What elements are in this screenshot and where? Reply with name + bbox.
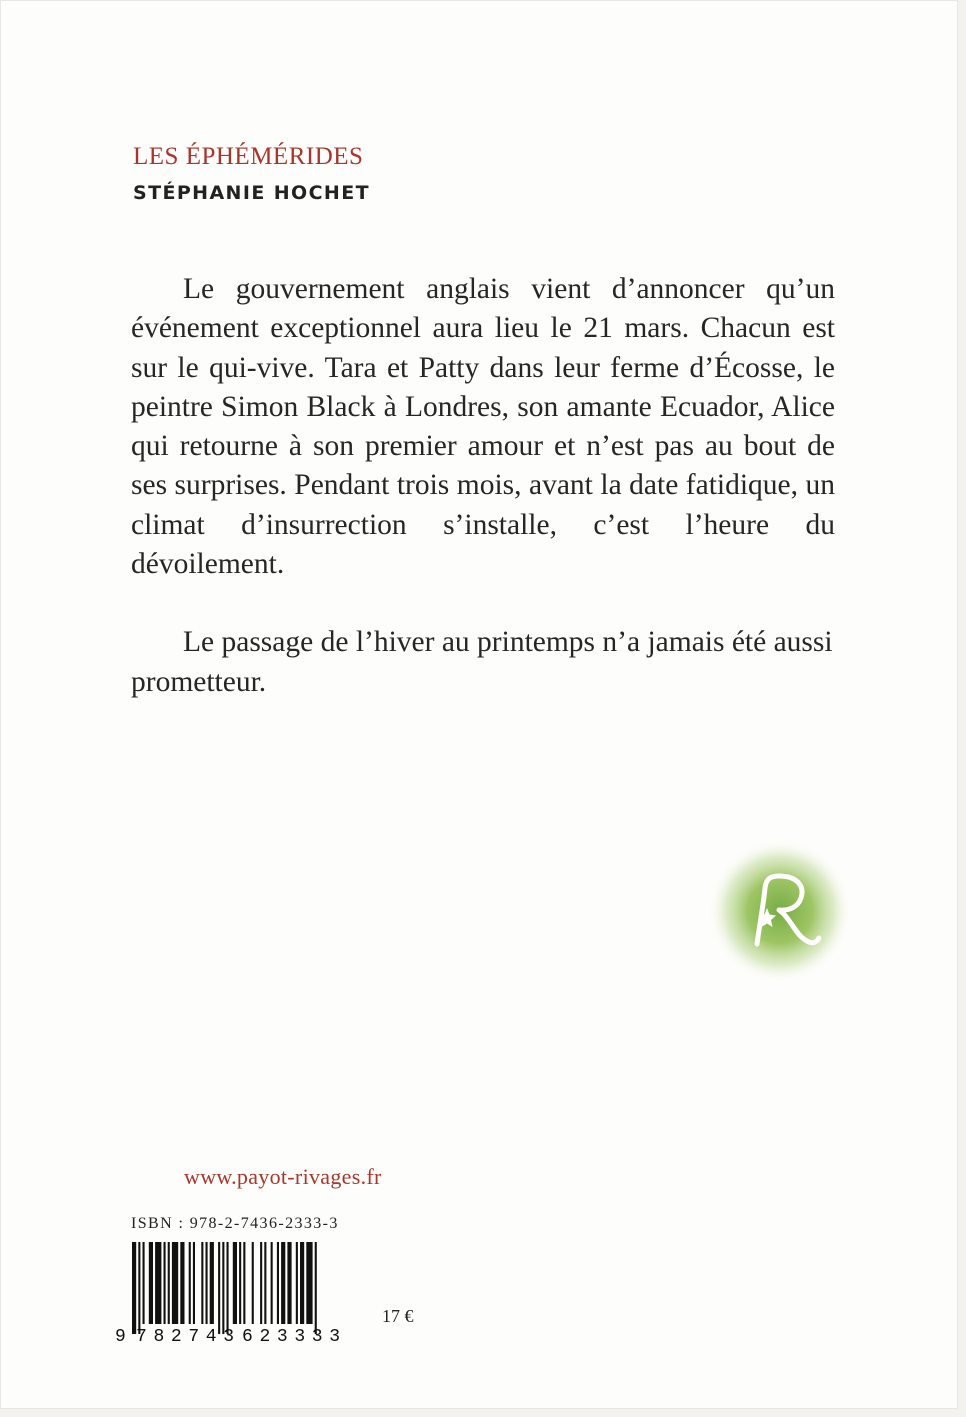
barcode-bar bbox=[138, 1242, 140, 1334]
barcode-left-digits: 782743 bbox=[136, 1327, 234, 1345]
barcode-bar bbox=[189, 1242, 191, 1324]
barcode-bar bbox=[180, 1242, 184, 1324]
blurb-paragraph: Le gouvernement anglais vient d’annoncer qu’un événement exceptionnel aura lieu le 21 mars. Chacun est sur le qui-vive. Tara et Patty dans leur ferme d’Écosse, le peintre Simon Black à Londres, son amante Ecuador, Alice qui retourne à son premier amour et n’est pas au bout de ses surprises. Pendant trois mois, avant la date fatidique, un climat d’insurrection s’installe, c’est l’heure du dévoilement. bbox=[131, 273, 835, 581]
barcode-bar bbox=[168, 1242, 170, 1324]
barcode-bar bbox=[239, 1242, 241, 1324]
barcode-bar bbox=[233, 1242, 237, 1324]
barcode bbox=[110, 1240, 360, 1345]
book-author: STÉPHANIE HOCHET bbox=[133, 182, 370, 204]
barcode-bar bbox=[296, 1242, 298, 1324]
barcode-bar bbox=[201, 1242, 203, 1324]
barcode-bar bbox=[132, 1242, 136, 1334]
barcode-bar bbox=[172, 1242, 178, 1324]
barcode-bar bbox=[143, 1242, 145, 1324]
barcode-bar bbox=[218, 1242, 220, 1334]
barcode-bar bbox=[193, 1242, 195, 1324]
barcode-bar bbox=[281, 1242, 285, 1324]
rivages-r-star-logo bbox=[705, 838, 855, 988]
blurb-paragraph: Le passage de l’hiver au printemps n’a jamais été aussi prometteur. bbox=[131, 626, 833, 698]
barcode-bar bbox=[264, 1242, 266, 1324]
barcode-bar bbox=[149, 1242, 153, 1324]
barcode-bars bbox=[132, 1242, 317, 1334]
barcode-bar bbox=[306, 1242, 312, 1324]
blurb bbox=[131, 270, 835, 702]
barcode-bar bbox=[155, 1242, 161, 1324]
barcode-bar bbox=[227, 1242, 229, 1334]
barcode-bar bbox=[271, 1242, 273, 1324]
barcode-bar bbox=[300, 1242, 304, 1324]
barcode-bar bbox=[222, 1242, 224, 1334]
barcode-right-digits: 623333 bbox=[242, 1327, 340, 1345]
barcode-bar bbox=[252, 1242, 254, 1324]
barcode-bar bbox=[243, 1242, 245, 1324]
barcode-bar bbox=[287, 1242, 291, 1324]
barcode-bar bbox=[206, 1242, 208, 1324]
price: 17 € bbox=[382, 1306, 414, 1326]
publisher-website: www.payot-rivages.fr bbox=[184, 1164, 382, 1189]
barcode-bar bbox=[260, 1242, 262, 1324]
barcode-bar bbox=[277, 1242, 279, 1324]
isbn: ISBN : 978-2-7436-2333-3 bbox=[131, 1215, 339, 1232]
barcode-first-digit: 9 bbox=[115, 1327, 126, 1345]
book-title: LES ÉPHÉMÉRIDES bbox=[133, 143, 364, 170]
barcode-bar bbox=[210, 1242, 214, 1324]
barcode-bar bbox=[315, 1242, 317, 1334]
barcode-bar bbox=[164, 1242, 166, 1324]
